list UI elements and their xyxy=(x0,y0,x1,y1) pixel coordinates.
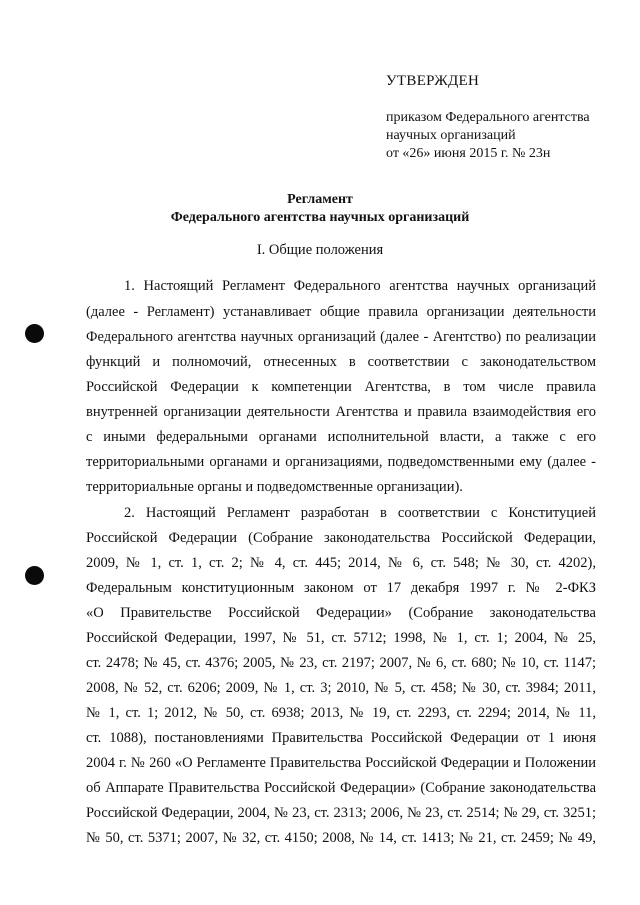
paragraph-2-line: об Аппарате Правительства Российской Федерации» (Собрание законодательства xyxy=(86,780,596,796)
paragraph-1-line: 1. Настоящий Регламент Федерального агентства научных организаций xyxy=(124,278,596,294)
paragraph-2-line: Федеральным конституционным законом от 17 декабря 1997 г. № 2-ФКЗ xyxy=(86,580,596,596)
paragraph-2-line: ст. 1088), постановлениями Правительства Российской Федерации от 1 июня xyxy=(86,730,596,746)
paragraph-1-line: с иными федеральными органами исполнительной власти, а также с его xyxy=(86,429,596,445)
paragraph-1-line: внутренней организации деятельности Агентства и правила взаимодействия его xyxy=(86,404,596,420)
paragraph-2-line: 2008, № 52, ст. 6206; 2009, № 1, ст. 3; 2010, № 5, ст. 458; № 30, ст. 3984; 2011, xyxy=(86,680,596,696)
section-heading: I. Общие положения xyxy=(256,242,384,258)
approval-order-line: приказом Федерального агентства xyxy=(386,110,590,125)
paragraph-2-line: 2004 г. № 260 «О Регламенте Правительства Российской Федерации и Положении xyxy=(86,755,596,771)
paragraph-2-line: № 1, ст. 1; 2012, № 50, ст. 6938; 2013, № 19, ст. 2293, ст. 2294; 2014, № 11, xyxy=(86,705,596,721)
paragraph-2-line: «О Правительстве Российской Федерации» (Собрание законодательства xyxy=(86,605,596,621)
paragraph-1-line: Федерального агентства научных организаций (далее - Агентство) по реализации xyxy=(86,329,596,345)
paragraph-2-line: 2. Настоящий Регламент разработан в соответствии с Конституцией xyxy=(124,505,596,521)
paragraph-2-line: № 50, ст. 5371; 2007, № 32, ст. 4150; 2008, № 14, ст. 1413; № 21, ст. 2459; № 49, xyxy=(86,830,596,846)
punch-hole-bottom xyxy=(25,566,44,585)
document-title: Регламент xyxy=(287,192,353,207)
paragraph-2-line: Российской Федерации, 2004, № 23, ст. 2313; 2006, № 23, ст. 2514; № 29, ст. 3251; xyxy=(86,805,596,821)
paragraph-1-line: Российской Федерации к компетенции Агентства, в том числе правила xyxy=(86,379,596,395)
paragraph-2-line: Российской Федерации, 1997, № 51, ст. 5712; 1998, № 1, ст. 1; 2004, № 25, xyxy=(86,630,596,646)
paragraph-1-line: территориальные органы и подведомственные организации). xyxy=(86,479,463,495)
paragraph-2-line: 2009, № 1, ст. 1, ст. 2; № 4, ст. 445; 2014, № 6, ст. 548; № 30, ст. 4202), xyxy=(86,555,596,571)
paragraph-1-line: территориальными органами и организациями, подведомственными ему (далее - xyxy=(86,454,596,470)
approval-date-line: от «26» июня 2015 г. № 23н xyxy=(386,146,551,161)
document-subtitle: Федерального агентства научных организаций xyxy=(170,210,470,225)
approval-title: УТВЕРЖДЕН xyxy=(386,73,480,89)
approval-agency-line: научных организаций xyxy=(386,128,516,143)
paragraph-1-line: (далее - Регламент) устанавливает общие правила организации деятельности xyxy=(86,304,596,320)
paragraph-2-line: Российской Федерации (Собрание законодательства Российской Федерации, xyxy=(86,530,596,546)
paragraph-2-line: ст. 2478; № 45, ст. 4376; 2005, № 23, ст. 2197; 2007, № 6, ст. 680; № 10, ст. 1147; xyxy=(86,655,596,671)
punch-hole-top xyxy=(25,324,44,343)
paragraph-1-line: функций и полномочий, отнесенных в соответствии с законодательством xyxy=(86,354,596,370)
